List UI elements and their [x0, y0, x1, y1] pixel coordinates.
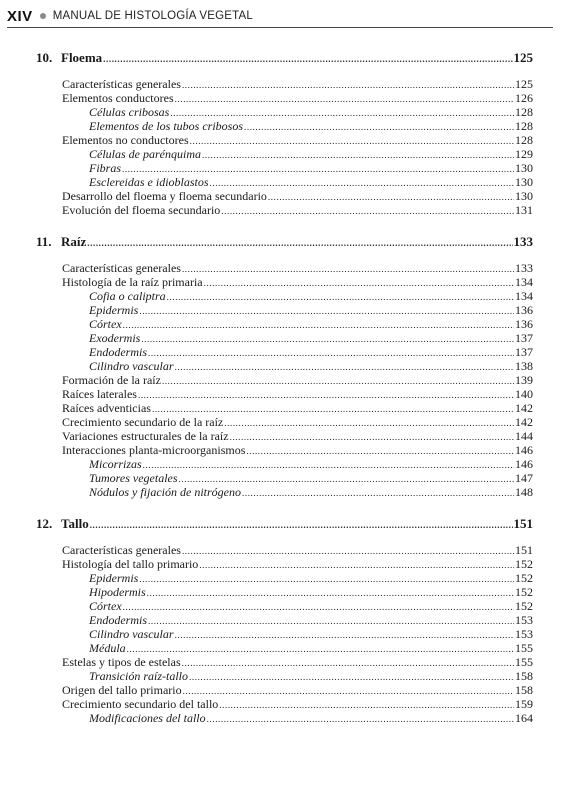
- entry-page-number: 158: [515, 683, 533, 697]
- entry-title: Epidermis: [89, 303, 139, 317]
- chapter-spacer: [36, 217, 533, 233]
- toc-section-entry[interactable]: [36, 557, 533, 571]
- entry-title: Transición raíz-tallo: [89, 669, 189, 683]
- dot-leader: [182, 77, 514, 92]
- entry-page-number: 148: [515, 485, 533, 499]
- entry-page-number: 125: [515, 77, 533, 91]
- entry-title: Médula: [89, 641, 126, 655]
- entry-page-number: 159: [515, 697, 533, 711]
- toc-subsection-entry[interactable]: [36, 331, 533, 345]
- entry-page-number: 130: [515, 161, 533, 175]
- toc-section-entry[interactable]: [36, 683, 533, 697]
- entry-title: Características generales: [62, 261, 181, 275]
- entry-title: Elementos conductores: [62, 91, 174, 105]
- toc-section-entry[interactable]: [36, 443, 533, 457]
- toc-subsection-entry[interactable]: [36, 571, 533, 585]
- dot-leader: [143, 457, 514, 472]
- dot-leader: [103, 49, 512, 68]
- entry-page-number: 152: [515, 571, 533, 585]
- entry-page-number: 134: [515, 289, 533, 303]
- entry-title: Cilindro vascular: [89, 627, 174, 641]
- entry-title: Células cribosas: [89, 105, 170, 119]
- dot-leader: [199, 557, 514, 572]
- table-of-contents: [36, 49, 533, 725]
- entry-page-number: 151: [515, 543, 533, 557]
- chapter-number: 12.: [36, 516, 53, 531]
- dot-leader: [182, 655, 514, 670]
- entry-title: Variaciones estructurales de la raíz: [62, 429, 229, 443]
- entry-title: Crecimiento secundario de la raíz: [62, 415, 224, 429]
- entry-page-number: 136: [515, 317, 533, 331]
- entry-page-number: 155: [515, 641, 533, 655]
- entry-page-number: 140: [515, 387, 533, 401]
- dot-leader: [182, 261, 514, 276]
- chapter-number: 10.: [36, 50, 53, 65]
- entry-title: Interacciones planta-microorganismos: [62, 443, 246, 457]
- entry-title: Micorrizas: [89, 457, 142, 471]
- dot-leader: [162, 373, 514, 388]
- toc-subsection-entry[interactable]: [36, 627, 533, 641]
- entry-title: Raíces adventicias: [62, 401, 151, 415]
- entry-title: Células de parénquima: [89, 147, 201, 161]
- entry-page-number: 133: [515, 261, 533, 275]
- dot-leader: [123, 317, 514, 332]
- entry-title: Nódulos y fijación de nitrógeno: [89, 485, 241, 499]
- toc-subsection-entry[interactable]: [36, 585, 533, 599]
- entry-page-number: 164: [515, 711, 533, 725]
- toc-subsection-entry[interactable]: [36, 457, 533, 471]
- dot-leader: [219, 697, 514, 712]
- entry-title: Elementos de los tubos cribosos: [89, 119, 243, 133]
- dot-leader: [175, 627, 514, 642]
- entry-page-number: 147: [515, 471, 533, 485]
- entry-page-number: 126: [515, 91, 533, 105]
- entry-title: Elementos no conductores: [62, 133, 189, 147]
- toc-subsection-entry[interactable]: [36, 175, 533, 189]
- toc-subsection-entry[interactable]: [36, 599, 533, 613]
- dot-leader: [123, 599, 514, 614]
- dot-leader: [189, 669, 514, 684]
- dot-leader: [221, 203, 514, 218]
- entry-page-number: 155: [515, 655, 533, 669]
- dot-leader: [268, 189, 514, 204]
- chapter-number: 11.: [36, 234, 52, 249]
- entry-page-number: 152: [515, 557, 533, 571]
- entry-page-number: 142: [515, 401, 533, 415]
- toc-subsection-entry[interactable]: [36, 359, 533, 373]
- entry-page-number: 128: [515, 119, 533, 133]
- dot-leader: [182, 543, 514, 558]
- dot-leader: [175, 359, 514, 374]
- entry-page-number: 153: [515, 613, 533, 627]
- entry-page-number: 129: [515, 147, 533, 161]
- dot-leader: [183, 683, 514, 698]
- chapter-page-number: 133: [513, 234, 533, 249]
- toc-section-entry[interactable]: [36, 77, 533, 91]
- chapter-spacer: [36, 499, 533, 515]
- dot-leader: [167, 289, 514, 304]
- dot-leader: [148, 613, 514, 628]
- dot-leader: [190, 133, 514, 148]
- dot-leader: [230, 429, 514, 444]
- entry-page-number: 158: [515, 669, 533, 683]
- toc-section-entry[interactable]: [36, 133, 533, 147]
- toc-subsection-entry[interactable]: [36, 161, 533, 175]
- entry-page-number: 144: [515, 429, 533, 443]
- dot-leader: [202, 147, 514, 162]
- dot-leader: [207, 711, 514, 726]
- toc-section-entry[interactable]: [36, 655, 533, 669]
- entry-page-number: 146: [515, 457, 533, 471]
- toc-subsection-entry[interactable]: [36, 613, 533, 627]
- dot-leader: [204, 275, 514, 290]
- toc-subsection-entry[interactable]: [36, 485, 533, 499]
- chapter-heading[interactable]: [36, 515, 533, 532]
- dot-leader: [148, 345, 514, 360]
- entry-title: Modificaciones del tallo: [89, 711, 206, 725]
- toc-subsection-entry[interactable]: [36, 289, 533, 303]
- dot-leader: [127, 641, 514, 656]
- running-title: MANUAL DE HISTOLOGÍA VEGETAL: [52, 10, 253, 22]
- header-rule: [7, 27, 553, 28]
- chapter-page-number: 151: [513, 516, 533, 531]
- entry-title: Características generales: [62, 77, 181, 91]
- chapter-title: Floema: [61, 50, 103, 65]
- toc-section-entry[interactable]: [36, 203, 533, 217]
- chapter-title: Raíz: [61, 234, 87, 249]
- chapter-title: Tallo: [61, 516, 89, 531]
- chapter-heading[interactable]: [36, 233, 533, 250]
- entry-title: Origen del tallo primario: [62, 683, 182, 697]
- toc-section-entry[interactable]: [36, 543, 533, 557]
- entry-title: Córtex: [89, 599, 122, 613]
- entry-title: Tumores vegetales: [89, 471, 178, 485]
- entry-title: Esclereidas e idioblastos: [89, 175, 209, 189]
- dot-leader: [175, 91, 514, 106]
- dot-leader: [224, 415, 514, 430]
- entry-title: Córtex: [89, 317, 122, 331]
- toc-subsection-entry[interactable]: [36, 105, 533, 119]
- dot-leader: [139, 571, 514, 586]
- dot-leader: [90, 515, 513, 534]
- toc-section-entry[interactable]: [36, 415, 533, 429]
- entry-page-number: 128: [515, 105, 533, 119]
- entry-page-number: 136: [515, 303, 533, 317]
- entry-title: Histología de la raíz primaria: [62, 275, 203, 289]
- entry-title: Evolución del floema secundario: [62, 203, 221, 217]
- toc-subsection-entry[interactable]: [36, 711, 533, 725]
- entry-title: Epidermis: [89, 571, 139, 585]
- toc-section-entry[interactable]: [36, 91, 533, 105]
- entry-title: Formación de la raíz: [62, 373, 161, 387]
- dot-leader: [170, 105, 514, 120]
- entry-page-number: 137: [515, 331, 533, 345]
- entry-page-number: 130: [515, 189, 533, 203]
- toc-subsection-entry[interactable]: [36, 119, 533, 133]
- dot-leader: [152, 401, 514, 416]
- toc-section-entry[interactable]: [36, 275, 533, 289]
- toc-section-entry[interactable]: [36, 373, 533, 387]
- toc-subsection-entry[interactable]: [36, 147, 533, 161]
- running-header: [7, 6, 553, 26]
- chapter-page-number: 125: [513, 50, 533, 65]
- toc-section-entry[interactable]: [36, 189, 533, 203]
- toc-subsection-entry[interactable]: [36, 345, 533, 359]
- toc-section-entry[interactable]: [36, 697, 533, 711]
- dot-leader: [244, 119, 514, 134]
- toc-subsection-entry[interactable]: [36, 471, 533, 485]
- entry-title: Cofia o caliptra: [89, 289, 166, 303]
- dot-leader: [138, 387, 514, 402]
- entry-page-number: 152: [515, 585, 533, 599]
- dot-leader: [139, 303, 514, 318]
- entry-title: Cilindro vascular: [89, 359, 174, 373]
- toc-section-entry[interactable]: [36, 387, 533, 401]
- dot-leader: [210, 175, 514, 190]
- chapter-heading[interactable]: [36, 49, 533, 66]
- page-folio: XIV: [7, 7, 33, 25]
- dot-leader: [242, 485, 514, 500]
- entry-page-number: 128: [515, 133, 533, 147]
- entry-title: Fibras: [89, 161, 122, 175]
- entry-title: Histología del tallo primario: [62, 557, 199, 571]
- toc-subsection-entry[interactable]: [36, 641, 533, 655]
- entry-title: Características generales: [62, 543, 181, 557]
- entry-title: Estelas y tipos de estelas: [62, 655, 181, 669]
- toc-section-entry[interactable]: [36, 429, 533, 443]
- entry-title: Crecimiento secundario del tallo: [62, 697, 219, 711]
- toc-section-entry[interactable]: [36, 261, 533, 275]
- dot-leader: [179, 471, 514, 486]
- entry-title: Hipodermis: [89, 585, 146, 599]
- dot-leader: [87, 233, 512, 252]
- entry-title: Endodermis: [89, 613, 147, 627]
- dot-leader: [141, 331, 514, 346]
- entry-page-number: 146: [515, 443, 533, 457]
- toc-section-entry[interactable]: [36, 401, 533, 415]
- entry-title: Exodermis: [89, 331, 141, 345]
- dot-leader: [122, 161, 514, 176]
- bullet-dot-icon: [40, 13, 46, 19]
- entry-title: Desarrollo del floema y floema secundario: [62, 189, 267, 203]
- toc-subsection-entry[interactable]: [36, 303, 533, 317]
- entry-page-number: 138: [515, 359, 533, 373]
- entry-page-number: 139: [515, 373, 533, 387]
- entry-title: Endodermis: [89, 345, 147, 359]
- dot-leader: [246, 443, 514, 458]
- entry-title: Raíces laterales: [62, 387, 137, 401]
- entry-page-number: 134: [515, 275, 533, 289]
- entry-page-number: 152: [515, 599, 533, 613]
- entry-page-number: 131: [515, 203, 533, 217]
- entry-page-number: 142: [515, 415, 533, 429]
- entry-page-number: 137: [515, 345, 533, 359]
- entry-page-number: 153: [515, 627, 533, 641]
- toc-subsection-entry[interactable]: [36, 317, 533, 331]
- toc-subsection-entry[interactable]: [36, 669, 533, 683]
- dot-leader: [147, 585, 514, 600]
- entry-page-number: 130: [515, 175, 533, 189]
